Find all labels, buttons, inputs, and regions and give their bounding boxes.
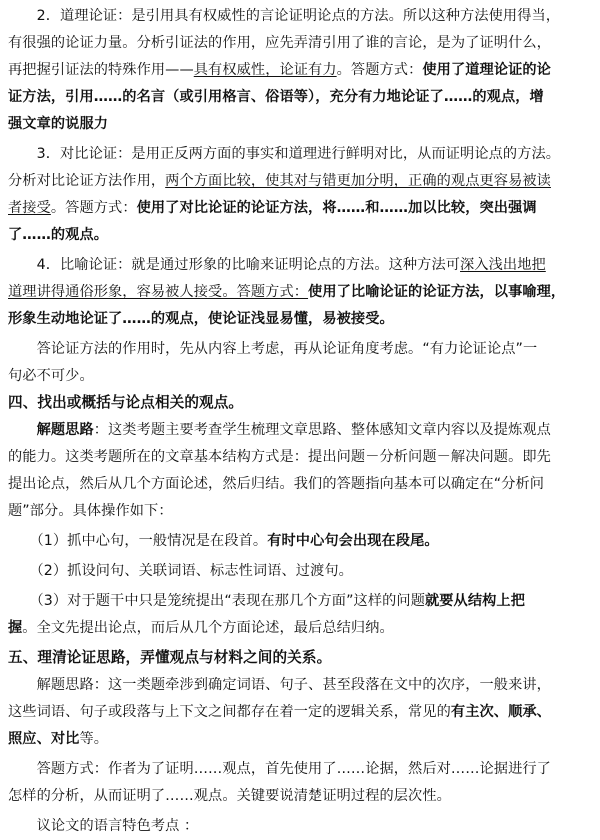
text-line — [8, 282, 594, 302]
text-line — [8, 759, 594, 779]
underlined-text: 深入浅出地把 — [460, 257, 546, 273]
text-run: （3）对于题干中只是笼统提出“表现在那几个方面”这样的问题 — [8, 593, 425, 609]
text-run: 分析对比论证方法作用， — [8, 173, 166, 189]
text-run: 句必不可少。 — [8, 368, 94, 384]
bold-text: 照应、对比 — [8, 731, 80, 747]
text-line — [8, 60, 594, 80]
text-run — [8, 422, 37, 438]
section-heading: 四、找出或概括与论点相关的观点。 — [8, 394, 244, 411]
text-run: 提出论点，然后从几个方面论述，然后归结。我们的答题指向基本可以确定在“分析问 — [8, 476, 545, 492]
text-line — [8, 675, 594, 695]
text-run: 的能力。这类考题所在的文章基本结构方式是：提出问题－分析问题－解决问题。即先 — [8, 449, 551, 465]
bold-text: 形象生动地论证了……的观点，使论证浅显易懂，易被接受。 — [8, 311, 394, 327]
text-line — [8, 591, 594, 611]
text-line — [8, 33, 594, 53]
bold-text: 使用了比喻论证的论证方法，以事喻理， — [308, 284, 566, 300]
text-run: ：这类考题主要考查学生梳理文章思路、整体感知文章内容以及提炼观点 — [93, 422, 551, 438]
text-run: 答论证方法的作用时，先从内容上考虑，再从论证角度考虑。“有力论证论点”一 — [8, 341, 538, 357]
text-run: 等。 — [79, 731, 109, 747]
text-run: 题”部分。具体操作如下： — [8, 503, 173, 519]
text-line — [8, 309, 594, 329]
text-line — [8, 87, 594, 107]
bold-text: 证方法，引用……的名言（或引用格言、俗语等），充分有力地论证了……的观点，增 — [8, 89, 544, 105]
text-run: 解题思路：这一类题牵涉到确定词语、句子、甚至段落在文中的次序，一般来讲， — [8, 677, 551, 693]
text-line — [8, 393, 594, 413]
text-line — [8, 114, 594, 134]
bold-text: 就要从结构上把 — [424, 593, 525, 609]
text-run: 怎样的分析，从而证明了……观点。关键要说清楚证明过程的层次性。 — [8, 788, 451, 804]
text-run: 这些词语、句子或段落与上下文之间都存在着一定的逻辑关系，常见的 — [8, 704, 451, 720]
bold-text: 使用了道理论证的论 — [422, 62, 551, 78]
text-line — [8, 255, 594, 275]
text-run: 有很强的论证力量。分析引证法的作用，应先弄清引用了谁的言论，是为了证明什么， — [8, 35, 551, 51]
text-line — [8, 561, 594, 581]
text-run: （2）抓设问句、关联词语、标志性词语、过渡句。 — [8, 563, 353, 579]
bold-text: 使用了对比论证的论证方法，将……和……加以比较，突出强调 — [136, 200, 537, 216]
bold-text: 握 — [8, 620, 23, 636]
bold-text: 了……的观点。 — [8, 227, 109, 243]
text-run: 。全文先提出论点，而后从几个方面论述，最后总结归纳。 — [22, 620, 394, 636]
text-line — [8, 474, 594, 494]
text-line — [8, 171, 594, 191]
text-line — [8, 786, 594, 806]
text-line — [8, 420, 594, 440]
text-line — [8, 531, 594, 551]
text-line — [8, 6, 594, 26]
text-run: 。答题方式： — [50, 200, 137, 216]
text-line — [8, 447, 594, 467]
text-run: 议论文的语言特色考点 ： — [8, 818, 199, 834]
text-line — [8, 816, 594, 836]
underlined-text: 两个方面比较，使其对与错更加分明，正确的观点更容易被读 — [165, 173, 551, 189]
underlined-text: 具有权威性，论证有力 — [193, 62, 337, 78]
text-line — [8, 144, 594, 164]
text-line — [8, 648, 594, 668]
text-line — [8, 501, 594, 521]
bold-text: 解题思路 — [36, 422, 94, 438]
text-line — [8, 702, 594, 722]
underlined-text: 道理讲得通俗形象，容易被人接受。答题方式： — [8, 284, 309, 300]
section-heading: 五、理清论证思路，弄懂观点与材料之间的关系。 — [8, 649, 332, 666]
bold-text: 有时中心句会出现在段尾。 — [267, 533, 439, 549]
text-line — [8, 366, 594, 386]
bold-text: 强文章的说服力 — [8, 116, 109, 132]
text-run: 再把握引证法的特殊作用—— — [8, 62, 194, 78]
underlined-text: 者接受 — [8, 200, 51, 216]
bold-text: 有主次、顺承、 — [450, 704, 551, 720]
text-line — [8, 225, 594, 245]
text-line — [8, 339, 594, 359]
text-line — [8, 618, 594, 638]
text-run: （1）抓中心句，一般情况是在段首。 — [8, 533, 268, 549]
text-run: 。答题方式： — [336, 62, 423, 78]
text-run: 答题方式：作者为了证明……观点，首先使用了……论据，然后对……论据进行了 — [8, 761, 551, 777]
text-line — [8, 198, 594, 218]
text-run: 3．对比论证：是用正反两方面的事实和道理进行鲜明对比，从而证明论点的方法。 — [8, 146, 561, 162]
text-run: 2．道理论证：是引用具有权威性的言论证明论点的方法。所以这种方法使用得当， — [8, 8, 561, 24]
text-run: 4．比喻论证：就是通过形象的比喻来证明论点的方法。这种方法可 — [8, 257, 461, 273]
text-line — [8, 729, 594, 749]
